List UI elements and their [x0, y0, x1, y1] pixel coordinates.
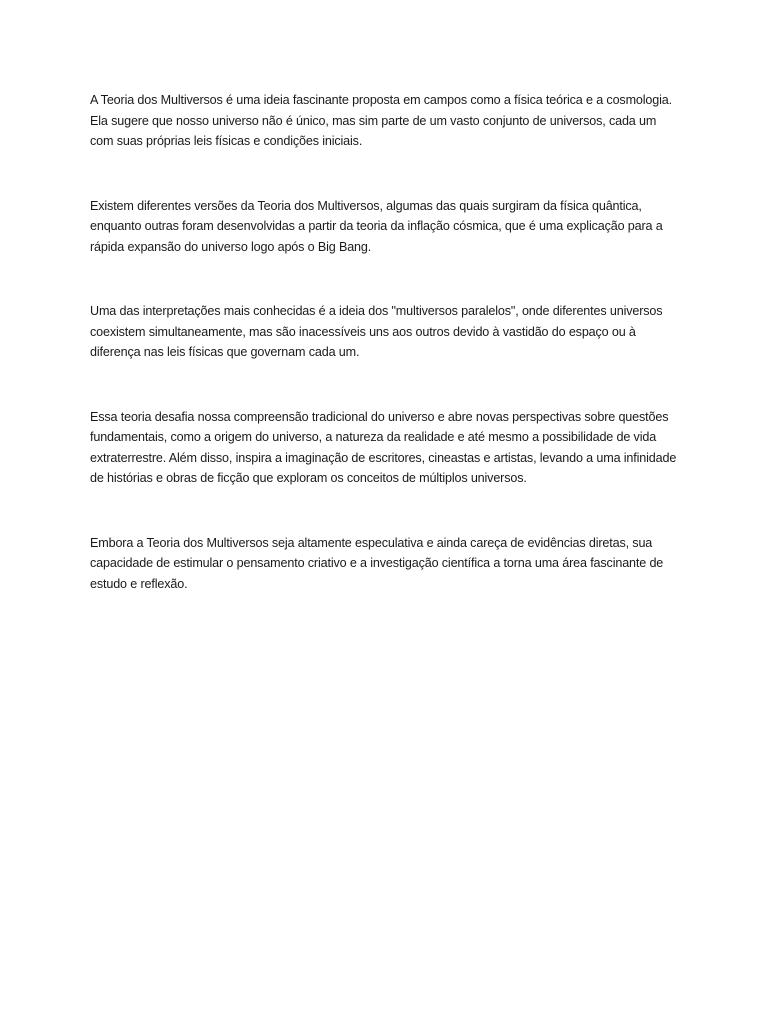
document-body: [90, 90, 682, 638]
paragraph-conclusion: Embora a Teoria dos Multiversos seja altamente especulativa e ainda careça de evidências diretas, sua capacidade de estimular o pensamento criativo e a investigação científica a torna uma área fascinante de estudo e reflexão.: [90, 535, 664, 591]
paragraph-parallel-multiverses: Uma das interpretações mais conhecidas é a ideia dos "multiversos paralelos", onde diferentes universos coexistem simultaneamente, mas são inacessíveis uns aos outros devido à vastidão do espaço ou à diferença nas leis físicas que governam cada um.: [90, 304, 663, 359]
paragraph-versions: Existem diferentes versões da Teoria dos Multiversos, algumas das quais surgiram da física quântica, enquanto outras foram desenvolvidas a partir da teoria da inflação cósmica, que é uma explicação para a rápida expansão do universo logo após o Big Bang.: [90, 198, 663, 254]
paragraph-implications: Essa teoria desafia nossa compreensão tradicional do universo e abre novas perspectivas sobre questões fundamentais, como a origem do universo, a natureza da realidade e até mesmo a possibilidade de vida extraterrestre. Além disso, inspira a imaginação de escritores, cineastas e artistas, levando a uma infinidade de histórias e obras de ficção que exploram os conceitos de múltiplos universos.: [90, 409, 677, 485]
paragraph-intro: A Teoria dos Multiversos é uma ideia fascinante proposta em campos como a física teórica e a cosmologia. Ela sugere que nosso universo não é único, mas sim parte de um vasto conjunto de universos, cada um com suas próprias leis físicas e condições iniciais.: [90, 93, 672, 148]
